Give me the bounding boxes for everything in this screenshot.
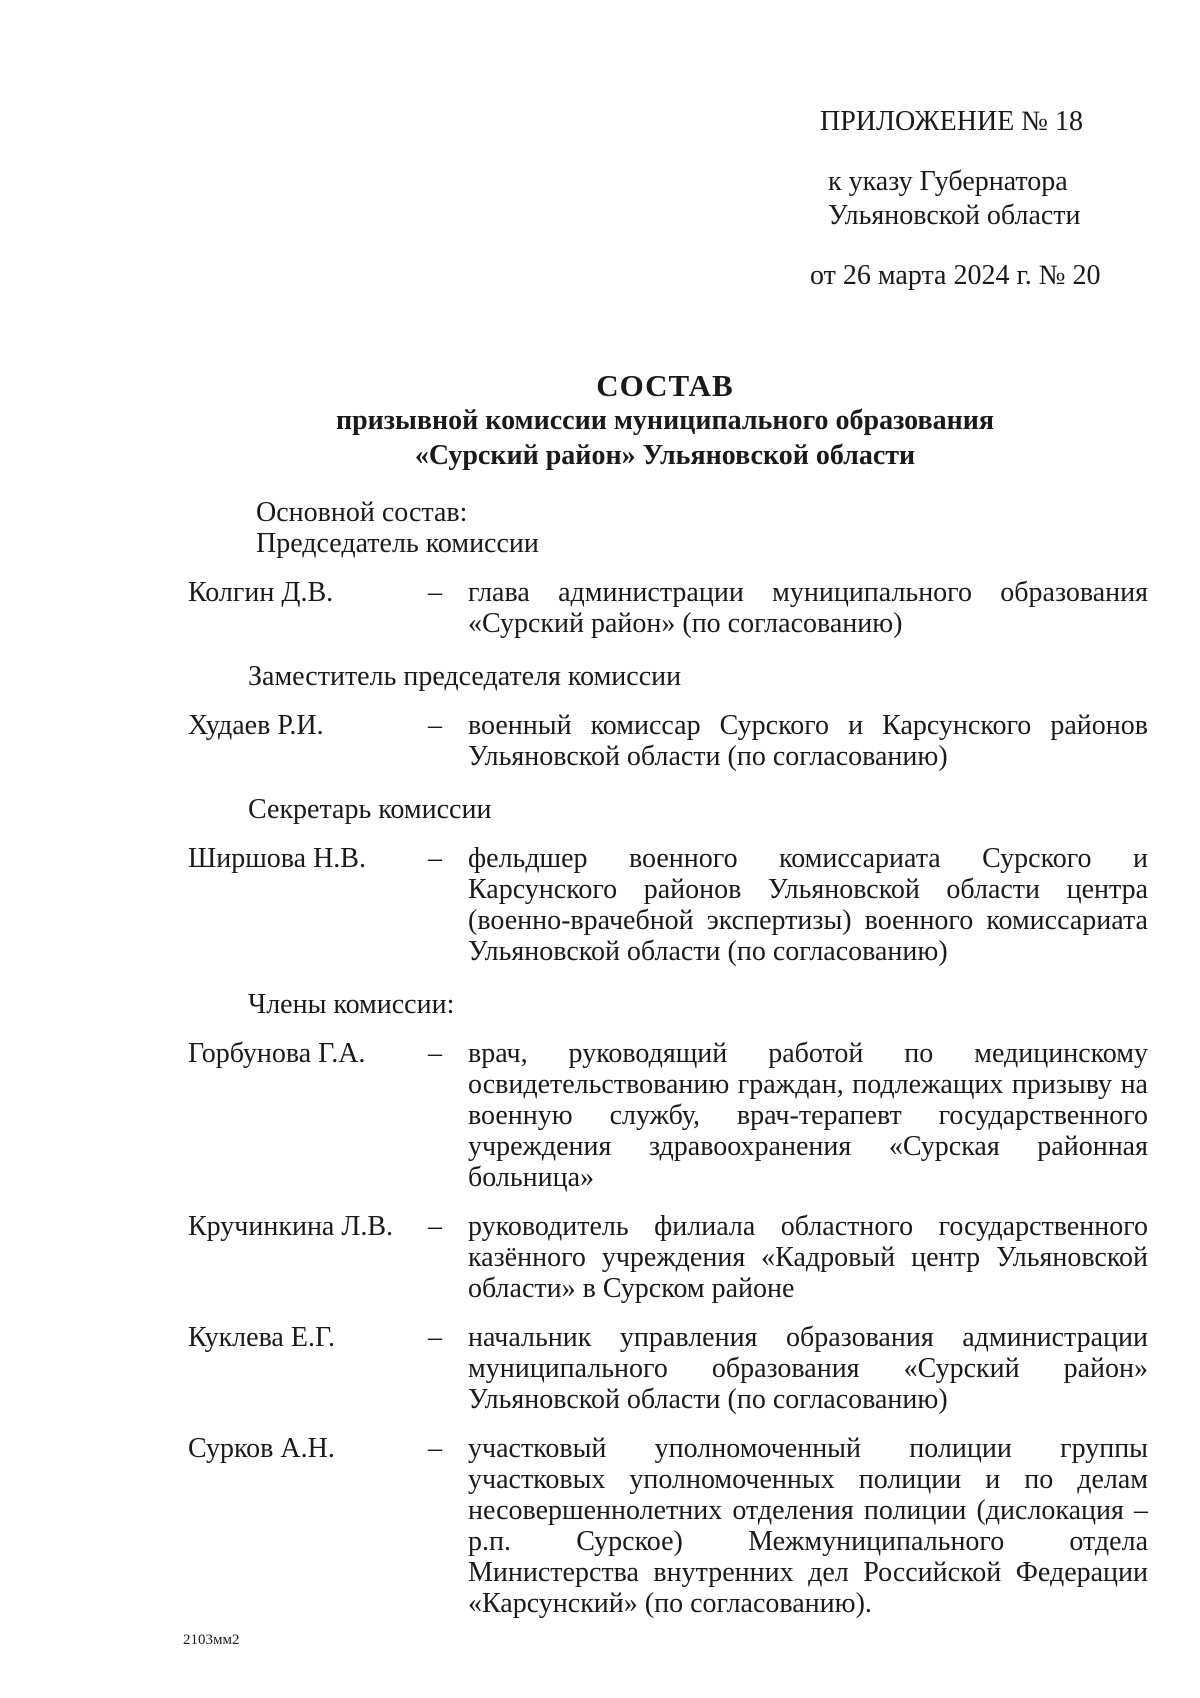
member-name: Кручинкина Л.В.	[188, 1211, 394, 1242]
member-dash: –	[428, 577, 442, 608]
member-dash: –	[428, 1038, 442, 1069]
member-name: Сурков А.Н.	[188, 1433, 335, 1464]
member-1	[188, 1211, 1148, 1304]
section-members: Члены комиссии:	[248, 989, 455, 1020]
member-0	[188, 1038, 1148, 1193]
title-main: СОСТАВ	[596, 368, 734, 403]
member-name: Колгин Д.В.	[188, 577, 334, 608]
member-name: Куклева Е.Г.	[188, 1322, 335, 1353]
member-dash: –	[428, 1322, 442, 1353]
member-dash: –	[428, 710, 442, 741]
title-line2: «Сурский район» Ульяновской области	[414, 440, 916, 471]
member-description: участковый уполномоченный полиции группы участковых уполномоченных полиции и по делам несовершеннолетних отделения полиции (дислокация – р.п. Сурское) Межмуниципального отдела Министерства внутренних дел Российской Федерации «Карсунский» (по согласованию).	[468, 1433, 1148, 1619]
title-line1: призывной комиссии муниципального образования	[335, 405, 995, 436]
member-2	[188, 1322, 1148, 1415]
section-secretary: Секретарь комиссии	[248, 794, 492, 825]
decree-reference-line2: Ульяновской области	[828, 200, 1081, 231]
member-description: врач, руководящий работой по медицинскому освидетельствованию граждан, подлежащих призыву на военную службу, врач-терапевт государственного учреждения здравоохранения «Сурская районная больница»	[468, 1038, 1148, 1193]
member-secretary	[188, 843, 1148, 967]
appendix-title: ПРИЛОЖЕНИЕ № 18	[820, 106, 1083, 137]
member-description: руководитель филиала областного государственного казённого учреждения «Кадровый центр Ульяновской области» в Сурском районе	[468, 1211, 1148, 1304]
member-chairman	[188, 577, 1148, 639]
member-description: глава администрации муниципального образования «Сурский район» (по согласованию)	[468, 577, 1148, 639]
appendix-header	[810, 105, 1150, 293]
document-code: 2103мм2	[183, 1632, 240, 1648]
commission-list	[188, 497, 1148, 1619]
section-deputy: Заместитель председателя комиссии	[248, 661, 682, 692]
member-description: начальник управления образования администрации муниципального образования «Сурский район» Ульяновской области (по согласованию)	[468, 1322, 1148, 1415]
section-main-composition: Основной состав:	[256, 497, 468, 528]
decree-reference-line1: к указу Губернатора	[828, 166, 1068, 197]
member-description: фельдшер военного комиссариата Сурского и Карсунского районов Ульяновской области центра (военно-врачебной экспертизы) военного комиссариата Ульяновской области (по согласованию)	[468, 843, 1148, 967]
decree-date: от 26 марта 2024 г. № 20	[810, 260, 1101, 291]
member-deputy	[188, 710, 1148, 772]
member-dash: –	[428, 1433, 442, 1464]
member-dash: –	[428, 843, 442, 874]
member-3	[188, 1433, 1148, 1619]
document-title	[0, 368, 1200, 473]
member-name: Ширшова Н.В.	[188, 843, 366, 874]
section-chairman: Председатель комиссии	[256, 528, 539, 559]
member-dash: –	[428, 1211, 442, 1242]
member-description: военный комиссар Сурского и Карсунского районов Ульяновской области (по согласованию)	[468, 710, 1148, 772]
member-name: Худаев Р.И.	[188, 710, 324, 741]
member-name: Горбунова Г.А.	[188, 1038, 366, 1069]
